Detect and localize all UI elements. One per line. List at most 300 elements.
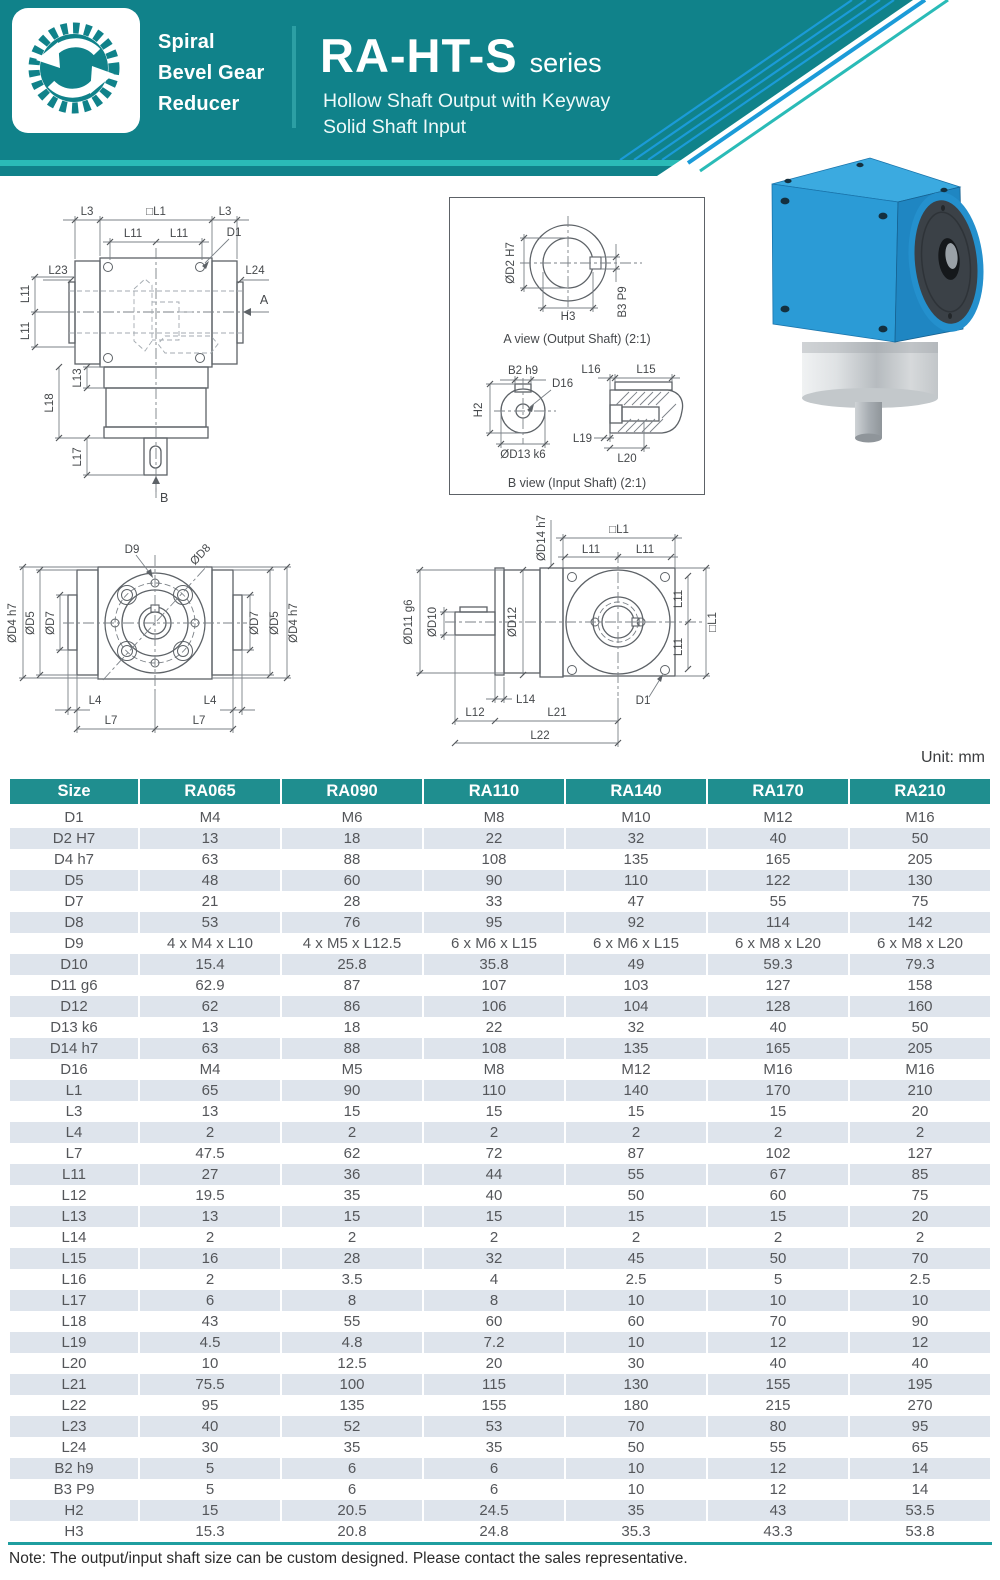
table-row: [10, 1311, 990, 1332]
cell-value: 22: [485, 1019, 503, 1036]
dim-label: L11: [635, 544, 655, 556]
cell-value: 13: [140, 828, 280, 849]
cell-value: 12: [769, 1481, 787, 1498]
cell-value: 72: [485, 1145, 503, 1162]
cell-value: 59.3: [708, 954, 848, 975]
cell-value: 107: [481, 977, 507, 994]
cell-value: M12: [763, 809, 793, 826]
cell-value: 13: [201, 1103, 219, 1120]
cell-value: 19.5: [195, 1187, 225, 1204]
table-row: [10, 1185, 990, 1206]
table-row: [10, 1374, 990, 1395]
cell-value: 40: [140, 1416, 280, 1437]
subtitle-line: Hollow Shaft Output with Keyway: [323, 90, 611, 112]
dim-label: L11: [169, 228, 189, 240]
cell-value: 47.5: [195, 1145, 225, 1162]
dim-label: ØD2 H7: [505, 242, 517, 284]
row-label: L19: [10, 1332, 138, 1353]
dim-label: D9: [124, 544, 140, 556]
row-label: L12: [61, 1187, 87, 1204]
dim-label: □L1: [609, 524, 629, 536]
cell-value: M16: [763, 1061, 793, 1078]
cell-value: 21: [201, 893, 219, 910]
cell-value: 65: [140, 1080, 280, 1101]
dim-label: L11: [673, 589, 685, 609]
view-arrow-label: B: [160, 491, 169, 505]
cell-value: 43: [708, 1500, 848, 1521]
table-row: [10, 1269, 990, 1290]
footer-note: Note: The output/input shaft size can be custom designed. Please contact the sales representative.: [9, 1550, 688, 1567]
cell-value: 12.5: [337, 1355, 367, 1372]
cell-value: M16: [905, 1061, 935, 1078]
cell-value: M4: [199, 809, 221, 826]
drawing-detail-views: [448, 196, 706, 496]
dim-label: ØD4 h7: [288, 603, 300, 643]
cell-value: 14: [850, 1458, 990, 1479]
dim-label: L20: [617, 453, 637, 465]
dim-label: D1: [635, 695, 651, 707]
cell-value: 32: [566, 828, 706, 849]
cell-value: 15: [282, 1206, 422, 1227]
dim-label: ØD5: [269, 611, 281, 635]
table-row: [10, 996, 990, 1017]
table-row: [10, 1437, 990, 1458]
cell-value: 110: [424, 1080, 564, 1101]
cell-value: 43.3: [763, 1523, 793, 1540]
cell-value: 95: [850, 1416, 990, 1437]
dim-label: ØD10: [427, 606, 439, 638]
row-label: L16: [61, 1271, 87, 1288]
row-label: D9: [64, 935, 84, 952]
dim-label: □L1: [707, 612, 719, 632]
drawing-top-view: [15, 190, 305, 505]
cell-value: 55: [769, 1439, 787, 1456]
table-row: [10, 1290, 990, 1311]
row-label: L15: [10, 1248, 138, 1269]
cell-value: M6: [341, 809, 363, 826]
cell-value: 13: [201, 1019, 219, 1036]
table-bottom-rule: [8, 1542, 992, 1545]
row-label: D12: [10, 996, 138, 1017]
row-label: L13: [10, 1206, 138, 1227]
cell-value: 10: [566, 1290, 706, 1311]
cell-value: 15: [140, 1500, 280, 1521]
dim-label: ØD12: [507, 606, 519, 638]
dim-label: ØD4 h7: [7, 603, 19, 643]
drawing-front-view: [5, 505, 305, 760]
dim-label: L19: [572, 433, 592, 445]
cell-value: 2: [915, 1229, 925, 1246]
dim-label: L11: [20, 284, 32, 304]
cell-value: 12: [708, 1332, 848, 1353]
table-row: [10, 1080, 990, 1101]
cell-value: 10: [201, 1355, 219, 1372]
product-render: [740, 152, 990, 452]
dim-label: L15: [636, 364, 656, 376]
cell-value: 50: [708, 1248, 848, 1269]
row-label: L23: [10, 1416, 138, 1437]
cell-value: 30: [201, 1439, 219, 1456]
cell-value: 10: [566, 1332, 706, 1353]
cell-value: 4.5: [140, 1332, 280, 1353]
brand-logo: [12, 8, 140, 133]
row-label: H3: [64, 1523, 84, 1540]
cell-value: 24.8: [479, 1523, 509, 1540]
cell-value: 20.8: [337, 1523, 367, 1540]
cell-value: 108: [481, 851, 507, 868]
page-title: RA-HT-S: [320, 29, 518, 82]
cell-value: 15: [485, 1103, 503, 1120]
cell-value: 114: [708, 912, 848, 933]
cell-value: 6: [489, 1481, 499, 1498]
dim-label: D16: [552, 378, 574, 390]
view-title: B view (Input Shaft) (2:1): [507, 476, 647, 490]
cell-value: M10: [621, 809, 651, 826]
cell-value: 40: [769, 1355, 787, 1372]
brand-line: Reducer: [158, 93, 240, 115]
cell-value: 40: [485, 1187, 503, 1204]
dim-label: L12: [465, 707, 485, 719]
cell-value: 52: [282, 1416, 422, 1437]
cell-value: 15: [566, 1206, 706, 1227]
cell-value: 65: [911, 1439, 929, 1456]
page-title-suffix: series: [529, 48, 602, 78]
table-row: [10, 870, 990, 891]
cell-value: 27: [140, 1164, 280, 1185]
cell-value: M16: [905, 809, 935, 826]
table-row: [10, 1353, 990, 1374]
dim-label: □L1: [146, 206, 166, 218]
col-header: RA140: [566, 779, 706, 807]
cell-value: 2: [424, 1122, 564, 1143]
cell-value: 40: [769, 1019, 787, 1036]
dim-label: L11: [123, 228, 143, 240]
brand-text: [158, 27, 265, 120]
cell-value: 48: [140, 870, 280, 891]
cell-value: 115: [424, 1374, 564, 1395]
cell-value: 53: [424, 1416, 564, 1437]
cell-value: 110: [566, 870, 706, 891]
dim-label: ØD11 g6: [403, 599, 415, 645]
row-label: L18: [61, 1313, 87, 1330]
dim-label: H3: [560, 311, 576, 323]
dim-label: L3: [80, 206, 94, 218]
table-row: [10, 807, 990, 828]
cell-value: 6: [347, 1481, 357, 1498]
cell-value: 15: [627, 1103, 645, 1120]
row-label: D2 H7: [10, 828, 138, 849]
cell-value: 155: [481, 1397, 507, 1414]
view-arrow-label: A: [259, 293, 269, 307]
cell-value: 35: [485, 1439, 503, 1456]
dim-label: L4: [88, 695, 102, 707]
unit-label: Unit: mm: [921, 749, 985, 766]
cell-value: 75.5: [140, 1374, 280, 1395]
row-label: L24: [61, 1439, 87, 1456]
dim-label: ØD7: [249, 611, 261, 635]
cell-value: 32: [627, 1019, 645, 1036]
cell-value: 60: [769, 1187, 787, 1204]
dim-label: L14: [516, 694, 536, 706]
subtitle-line: Solid Shaft Input: [323, 116, 467, 138]
dim-label: L4: [203, 695, 217, 707]
dim-label: L16: [581, 364, 601, 376]
cell-value: 128: [708, 996, 848, 1017]
dim-label: ØD14 h7: [536, 514, 548, 562]
cell-value: 87: [627, 1145, 645, 1162]
cell-value: 2: [347, 1229, 357, 1246]
dim-label: L24: [245, 265, 265, 277]
table-row: [10, 828, 990, 849]
cell-value: 28: [343, 893, 361, 910]
dim-label: L18: [44, 393, 56, 413]
row-label: L11: [10, 1164, 138, 1185]
cell-value: 45: [566, 1248, 706, 1269]
cell-value: 6 x M8 x L20: [877, 935, 963, 952]
cell-value: 88: [282, 1038, 422, 1059]
row-label: D10: [10, 954, 138, 975]
cell-value: 6 x M6 x L15: [593, 935, 679, 952]
table-row: [10, 975, 990, 996]
cell-value: 49: [566, 954, 706, 975]
cell-value: 20.5: [282, 1500, 422, 1521]
row-label: L3: [65, 1103, 83, 1120]
spec-table-body: [10, 807, 990, 1542]
table-row: [10, 1332, 990, 1353]
cell-value: 140: [566, 1080, 706, 1101]
cell-value: 40: [911, 1355, 929, 1372]
cell-value: M12: [621, 1061, 651, 1078]
cell-value: 80: [708, 1416, 848, 1437]
cell-value: 36: [282, 1164, 422, 1185]
cell-value: M8: [483, 1061, 505, 1078]
cell-value: 130: [566, 1374, 706, 1395]
cell-value: 3.5: [341, 1271, 363, 1288]
cell-value: 30: [627, 1355, 645, 1372]
spec-table-head-row: [10, 779, 990, 807]
cell-value: 76: [282, 912, 422, 933]
cell-value: 2: [140, 1122, 280, 1143]
cell-value: 50: [911, 1019, 929, 1036]
cell-value: 165: [708, 1038, 848, 1059]
row-label: D4 h7: [53, 851, 95, 868]
cell-value: 270: [907, 1397, 933, 1414]
cell-value: 5: [773, 1271, 783, 1288]
cell-value: 55: [343, 1313, 361, 1330]
table-row: [10, 1059, 990, 1080]
table-row: [10, 1521, 990, 1542]
cell-value: 22: [424, 828, 564, 849]
cell-value: 92: [566, 912, 706, 933]
row-label: D8: [10, 912, 138, 933]
col-header: RA110: [424, 779, 564, 807]
cell-value: 60: [627, 1313, 645, 1330]
cell-value: 4.8: [282, 1332, 422, 1353]
dim-label: B2 h9: [507, 365, 539, 377]
cell-value: 40: [708, 828, 848, 849]
row-label: L14: [61, 1229, 87, 1246]
cell-value: 160: [850, 996, 990, 1017]
cell-value: 55: [566, 1164, 706, 1185]
cell-value: 67: [708, 1164, 848, 1185]
cell-value: 12: [850, 1332, 990, 1353]
cell-value: 6 x M6 x L15: [451, 935, 537, 952]
cell-value: 2: [489, 1229, 499, 1246]
cell-value: 87: [343, 977, 361, 994]
cell-value: 158: [907, 977, 933, 994]
cell-value: 2: [631, 1229, 641, 1246]
gear-rotation-icon: [12, 8, 140, 133]
row-label: D7: [64, 893, 84, 910]
cell-value: 4 x M4 x L10: [167, 935, 253, 952]
cell-value: 95: [201, 1397, 219, 1414]
table-row: [10, 1122, 990, 1143]
dim-label: L23: [48, 265, 68, 277]
table-row: [10, 1458, 990, 1479]
cell-value: 106: [424, 996, 564, 1017]
cell-value: M4: [199, 1061, 221, 1078]
dim-label: L11: [673, 637, 685, 657]
header-divider: [292, 26, 296, 128]
cell-value: 20: [911, 1103, 929, 1120]
table-row: [10, 1479, 990, 1500]
row-label: L4: [10, 1122, 138, 1143]
dim-label: ØD5: [25, 611, 37, 635]
cell-value: 75: [911, 893, 929, 910]
cell-value: 195: [850, 1374, 990, 1395]
cell-value: 14: [911, 1481, 929, 1498]
table-row: [10, 1395, 990, 1416]
dim-label: L13: [72, 368, 84, 388]
col-header: RA065: [140, 779, 280, 807]
cell-value: 170: [708, 1080, 848, 1101]
cell-value: 79.3: [850, 954, 990, 975]
cell-value: 4: [489, 1271, 499, 1288]
cell-value: 10: [708, 1290, 848, 1311]
cell-value: 127: [765, 977, 791, 994]
col-header: RA170: [708, 779, 848, 807]
cell-value: 53: [140, 912, 280, 933]
cell-value: 60: [485, 1313, 503, 1330]
dim-label: L17: [72, 447, 84, 467]
row-label: D13 k6: [50, 1019, 98, 1036]
cell-value: 33: [485, 893, 503, 910]
cell-value: 122: [708, 870, 848, 891]
row-label: L21: [10, 1374, 138, 1395]
cell-value: 50: [627, 1439, 645, 1456]
cell-value: 6: [140, 1290, 280, 1311]
cell-value: 103: [623, 977, 649, 994]
cell-value: 15: [708, 1206, 848, 1227]
row-label: D1: [64, 809, 84, 826]
cell-value: 43: [201, 1313, 219, 1330]
cell-value: 165: [765, 851, 791, 868]
cell-value: 2: [205, 1229, 215, 1246]
row-label: H2: [10, 1500, 138, 1521]
cell-value: 2: [708, 1122, 848, 1143]
dim-label: L7: [104, 715, 118, 727]
row-label: B3 P9: [53, 1481, 95, 1498]
cell-value: 90: [282, 1080, 422, 1101]
cell-value: 10: [566, 1458, 706, 1479]
table-row: [10, 1500, 990, 1521]
cell-value: 142: [850, 912, 990, 933]
row-label: L20: [61, 1355, 87, 1372]
cell-value: 32: [424, 1248, 564, 1269]
brand-line: Spiral: [158, 31, 215, 53]
table-row: [10, 1164, 990, 1185]
cell-value: 7.2: [424, 1332, 564, 1353]
cell-value: 24.5: [424, 1500, 564, 1521]
cell-value: 108: [424, 1038, 564, 1059]
row-label: L1: [10, 1080, 138, 1101]
cell-value: 10: [627, 1481, 645, 1498]
dim-label: H2: [473, 402, 485, 418]
row-label: D11 g6: [50, 977, 98, 994]
brand-line: Bevel Gear: [158, 62, 265, 84]
cell-value: 135: [566, 1038, 706, 1059]
cell-value: 180: [623, 1397, 649, 1414]
cell-value: 127: [907, 1145, 933, 1162]
cell-value: 6: [282, 1458, 422, 1479]
cell-value: 8: [282, 1290, 422, 1311]
cell-value: 104: [566, 996, 706, 1017]
cell-value: 70: [566, 1416, 706, 1437]
cell-value: 100: [282, 1374, 422, 1395]
dim-label: L22: [530, 730, 550, 742]
dim-label: L3: [218, 206, 232, 218]
table-row: [10, 954, 990, 975]
row-label: L7: [65, 1145, 83, 1162]
table-row: [10, 1101, 990, 1122]
col-header: RA210: [850, 779, 990, 807]
cell-value: 75: [911, 1187, 929, 1204]
cell-value: 35.8: [424, 954, 564, 975]
cell-value: 13: [140, 1206, 280, 1227]
table-row: [10, 933, 990, 954]
table-row: [10, 1143, 990, 1164]
cell-value: 18: [282, 828, 422, 849]
cell-value: 5: [205, 1481, 215, 1498]
cell-value: 86: [282, 996, 422, 1017]
cell-value: 2: [850, 1122, 990, 1143]
table-row: [10, 849, 990, 870]
dim-label: D1: [226, 227, 242, 239]
cell-value: 20: [485, 1355, 503, 1372]
table-row: [10, 1017, 990, 1038]
table-row: [10, 1248, 990, 1269]
table-row: [10, 1206, 990, 1227]
cell-value: 35: [566, 1500, 706, 1521]
dim-label: ØD7: [45, 611, 57, 635]
cell-value: 90: [911, 1313, 929, 1330]
cell-value: 55: [769, 893, 787, 910]
cell-value: 5: [140, 1458, 280, 1479]
cell-value: 2.5: [909, 1271, 931, 1288]
table-row: [10, 891, 990, 912]
series-title-row: [320, 28, 602, 83]
cell-value: 6 x M8 x L20: [735, 935, 821, 952]
cell-value: 205: [850, 1038, 990, 1059]
dim-label: ØD13 k6: [500, 449, 546, 461]
cell-value: 15: [769, 1103, 787, 1120]
cell-value: 90: [424, 870, 564, 891]
cell-value: M5: [341, 1061, 363, 1078]
cell-value: 50: [850, 828, 990, 849]
view-title: A view (Output Shaft) (2:1): [503, 332, 651, 346]
cell-value: 63: [201, 851, 219, 868]
cell-value: 60: [282, 870, 422, 891]
